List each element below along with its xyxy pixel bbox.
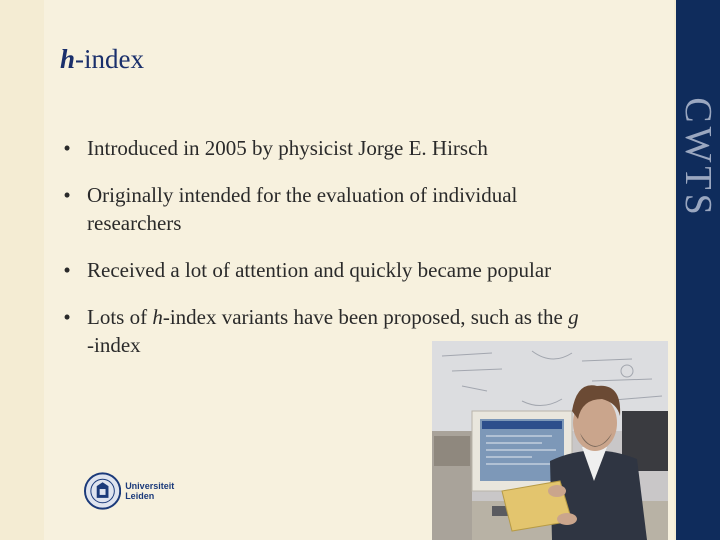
bullet-dot: •	[63, 305, 71, 329]
leiden-logo	[84, 470, 204, 512]
brand-sidebar	[676, 0, 720, 540]
bullet-text-italic-g: g	[568, 305, 579, 329]
bullet-item	[60, 134, 660, 162]
bullet-text-pre: Lots of	[87, 305, 153, 329]
bullet-item	[60, 256, 660, 284]
bullet-dot: •	[63, 136, 71, 160]
slide-title	[60, 44, 144, 75]
title-italic: h	[60, 44, 76, 74]
bullet-text-italic-h: h	[152, 305, 163, 329]
bullet-text: Received a lot of attention and quickly became popular	[87, 258, 552, 282]
cwts-brand	[676, 88, 720, 228]
bullet-text: Introduced in 2005 by physicist Jorge E. Hirsch	[87, 136, 488, 160]
title-rest: -index	[75, 44, 145, 74]
bullet-dot: •	[63, 183, 71, 207]
bullet-text-line2: -index	[87, 333, 141, 357]
bullet-text: Originally intended for the evaluation of individual	[87, 183, 518, 207]
leiden-logo-text: Universiteit Leiden	[125, 481, 175, 501]
hirsch-photo	[432, 341, 668, 540]
bullet-text-post: -index variants have been proposed, such as the	[162, 305, 569, 329]
bullet-item	[60, 181, 660, 237]
leiden-seal-icon	[84, 470, 121, 512]
bullet-dot: •	[63, 258, 71, 282]
cwts-brand-text: CWTS	[677, 97, 719, 219]
bullet-text-line2: researchers	[87, 211, 182, 235]
